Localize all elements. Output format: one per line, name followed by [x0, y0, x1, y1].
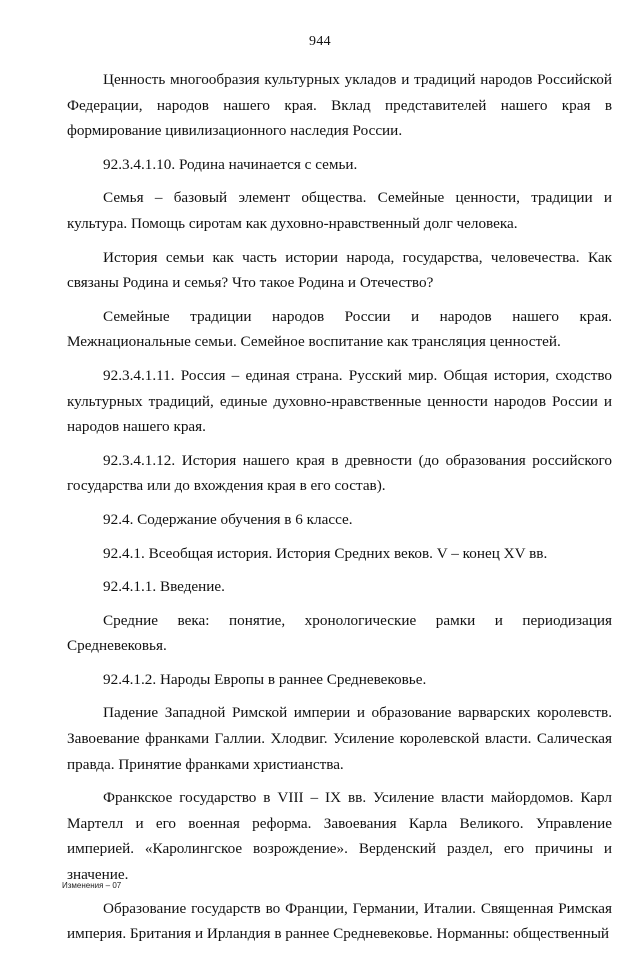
section-heading: 92.4.1.2. Народы Европы в раннее Средневековье. — [103, 670, 427, 688]
section-heading: 92.4.1. Всеобщая история. История Средних веков. V – конец XV вв. — [103, 544, 548, 562]
page-number: 944 — [309, 34, 331, 49]
paragraph: Образование государств во Франции, Германии, Италии. Священная Римская империя. Британия и Ирландия в раннее Средневековье. Норманны: общественный — [67, 899, 612, 943]
section-heading: 92.4. Содержание обучения в 6 классе. — [103, 510, 353, 528]
paragraph: Франкское государство в VIII – IX вв. Усиление власти майордомов. Карл Мартелл и его военная реформа. Завоевания Карла Великого. Управление империей. «Каролингское возрождение». Верденский раздел, его причины и значение. — [67, 789, 612, 884]
section-heading: 92.3.4.1.11. Россия – единая страна. Русский мир. Общая история, сходство культурных традиций, единые духовно-нравственные ценности народов России и народов нашего края. — [67, 366, 612, 436]
paragraph: Средние века: понятие, хронологические рамки и периодизация Средневековья. — [67, 611, 612, 655]
revision-footer: Изменения – 07 — [62, 881, 122, 890]
paragraph: Падение Западной Римской империи и образование варварских королевств. Завоевание франками Галлии. Хлодвиг. Усиление королевской власти. Салическая правда. Принятие франками христианства. — [67, 704, 612, 773]
section-heading: 92.4.1.1. Введение. — [103, 578, 225, 596]
paragraph: Ценность многообразия культурных укладов и традиций народов Российской Федерации, народов нашего края. Вклад представителей нашего края в формирование цивилизационного наследия России. — [67, 71, 612, 140]
paragraph: Семья – базовый элемент общества. Семейные ценности, традиции и культура. Помощь сиротам как духовно-нравственный долг человека. — [67, 189, 612, 232]
page-body — [67, 67, 612, 955]
section-heading: 92.3.4.1.12. История нашего края в древности (до образования российского государства или до вхождения края в его состав). — [67, 451, 612, 495]
paragraph: Семейные традиции народов России и народов нашего края. Межнациональные семьи. Семейное воспитание как трансляция ценностей. — [67, 307, 612, 351]
section-heading: 92.3.4.1.10. Родина начинается с семьи. — [103, 155, 358, 173]
paragraph: История семьи как часть истории народа, государства, человечества. Как связаны Родина и семья? Что такое Родина и Отечество? — [67, 248, 612, 292]
